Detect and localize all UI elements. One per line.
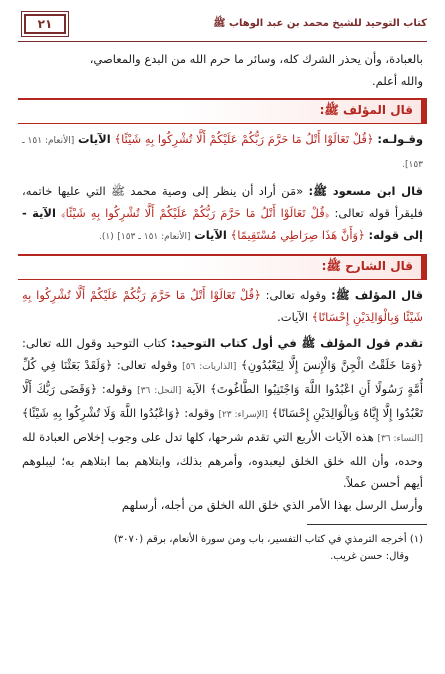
author-p2-footnote-marker: (١).	[98, 232, 114, 242]
page-header	[18, 6, 427, 42]
commentator-p5-text: وأرسل الرسل بهذا الأمر الذي خلق الله الخلق من أجله، أرسلهم	[121, 498, 423, 512]
intro-line-2: والله أعلم.	[371, 74, 423, 88]
commentator-p3-ref-2: [الإسراء: ٢٣]	[218, 410, 268, 420]
intro-paragraph	[18, 48, 427, 92]
author-p2-mid: الآية - إلى قوله:	[22, 206, 423, 242]
commentator-p1-tail: الآيات.	[277, 310, 309, 324]
author-section-title: قال المؤلف ﷺ:	[319, 103, 413, 117]
intro-line-1: بالعبادة، وأن يحذر الشرك كله، وسائر ما حرم الله من البدع والمعاصي،	[89, 52, 423, 66]
author-paragraph-1	[18, 128, 427, 176]
commentator-p3-ref-3: [النساء: ٣٦]	[377, 434, 424, 444]
author-p2-lead: قال ابن مسعود ﷺ:	[308, 184, 423, 198]
author-p1-tail: الآيات	[77, 132, 111, 146]
commentator-paragraph-1	[18, 284, 427, 328]
commentator-p1-verse: ﴿قُلْ تَعَالَوْا أَتْلُ مَا حَرَّمَ رَبُّكُمْ عَلَيْكُمْ أَلَّا تُشْرِكُوا بِهِ شَيْئًا وَبِالْوَالِدَيْنِ إِحْسَانًا﴾	[22, 288, 423, 324]
commentator-p3-text: وقوله تعالى:	[116, 358, 178, 372]
author-p2-tail: الآيات	[194, 228, 227, 242]
commentator-p2-lead: تقدم قول المؤلف ﷺ في أول كتاب التوحيد:	[170, 336, 424, 350]
commentator-p2-verse: ﴿وَمَا خَلَقْتُ الْجِنَّ وَالْإِنسَ إِلَّا لِيَعْبُدُونِ﴾	[241, 358, 424, 372]
author-section-heading	[18, 98, 427, 124]
commentator-p1-text: وقوله تعالى:	[265, 288, 327, 302]
author-p2-verse-2: ﴿وَأَنَّ هَذَا صِرَاطِي مُسْتَقِيمًا﴾	[230, 228, 365, 242]
commentator-p3-text-3: وقوله:	[184, 406, 215, 420]
footnote-line-2: وقال: حسن غريب.	[330, 551, 409, 562]
footnote	[18, 531, 427, 565]
running-title: كتاب التوحيد للشيخ محمد بن عبد الوهاب ﷺ	[213, 17, 427, 29]
author-p2-quote: «مَن أراد أن ينظر إلى وصية محمد ﷺ التي عليها خاتمه، فليقرأ قوله تعالى:	[22, 184, 423, 220]
commentator-p3-verse-2: ﴿وَقَضَى رَبُّكَ أَلَّا تَعْبُدُوا إِلَّا إِيَّاهُ وَبِالْوَالِدَيْنِ إِحْسَانًا﴾	[22, 382, 424, 420]
commentator-paragraph-5	[18, 494, 427, 516]
commentator-p2-text: كتاب التوحيد وقول الله تعالى:	[22, 336, 167, 350]
author-paragraph-2	[18, 180, 427, 248]
commentator-p3-verse-3: ﴿وَاعْبُدُوا اللَّهَ وَلَا تُشْرِكُوا بِهِ شَيْئًا﴾	[22, 406, 181, 420]
commentator-p2-ref: [الذاريات: ٥٦]	[182, 362, 237, 372]
author-p2-verse: ﴿قُلْ تَعَالَوْا أَتْلُ مَا حَرَّمَ رَبُّكُمْ عَلَيْكُمْ أَلَّا تُشْرِكُوا بِهِ شَيْئًا﴾	[60, 206, 330, 220]
book-page	[18, 6, 427, 668]
footnote-divider	[307, 524, 427, 525]
commentator-p3-ref: [النحل: ٣٦]	[137, 386, 182, 396]
commentator-p3-text-2: وقوله:	[101, 382, 133, 396]
author-p1-ref: [الأنعام: ١٥١ ـ ١٥٣].	[22, 136, 423, 170]
commentator-p3-mid: الآية	[186, 382, 206, 396]
commentator-p3-verse: ﴿وَلَقَدْ بَعَثْنَا فِي كُلِّ أُمَّةٍ رَسُولًا أَنِ اعْبُدُوا اللَّهَ وَاجْتَنِبُوا الطَّاغُوتَ﴾	[22, 358, 424, 396]
author-p1-lead: وقـولـه:	[377, 132, 423, 146]
commentator-paragraph-2	[18, 332, 427, 494]
commentator-section-heading	[18, 254, 427, 280]
footnote-line-1: (١) أخرجه الترمذي في كتاب التفسير، باب ومن سورة الأنعام، برقم (٣٠٧٠)	[113, 534, 423, 545]
author-p1-verse: ﴿قُلْ تَعَالَوْا أَتْلُ مَا حَرَّمَ رَبُّكُمْ عَلَيْكُمْ أَلَّا تُشْرِكُوا بِهِ شَيْئًا﴾	[114, 132, 374, 146]
commentator-section-title: قال الشارح ﷺ:	[321, 259, 413, 273]
commentator-p4-text: هذه الآيات الأربع التي تقدم شرحها، كلها تدل على وجوب إخلاص العبادة لله وحده، وأن الله خلق الخلق ليعبدوه، وأمرهم بذلك، وابتلاهم بما ابتلاهم به؛ ليبلوهم أيهم أحسن عملاً.	[22, 430, 423, 490]
page-number: ٢١	[24, 14, 66, 34]
author-p2-ref: [الأنعام: ١٥١ ـ ١٥٣]	[117, 232, 191, 242]
commentator-p1-lead: قال المؤلف ﷺ:	[331, 288, 423, 302]
